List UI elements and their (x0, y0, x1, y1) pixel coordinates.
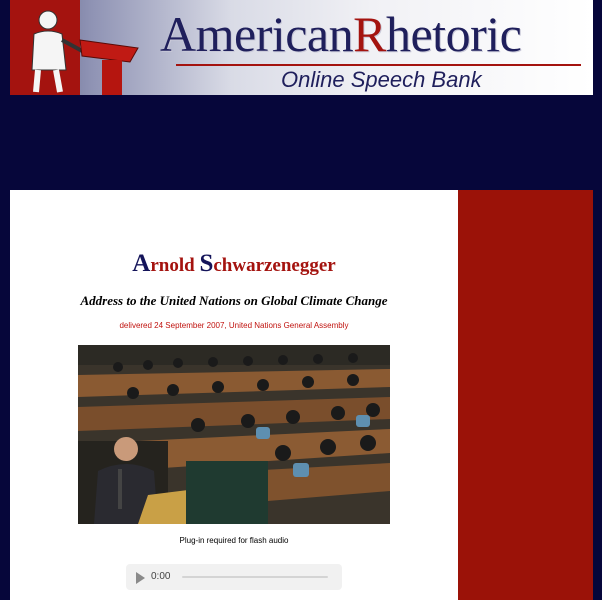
speech-photo (78, 345, 390, 524)
audio-progress-track[interactable] (182, 576, 328, 578)
speech-title: Address to the United Nations on Global Climate Change (80, 293, 388, 308)
site-title (160, 4, 592, 64)
site-title-part1: American (160, 6, 354, 62)
right-sidebar (458, 190, 593, 600)
play-icon[interactable] (136, 572, 145, 584)
plugin-note: Plug-in required for flash audio (179, 536, 289, 545)
site-subtitle: Online Speech Bank (281, 67, 482, 92)
delivery-info: delivered 24 September 2007, United Nations General Assembly (119, 321, 349, 330)
main-content (10, 190, 458, 600)
banner-rule (176, 64, 581, 66)
speaker-name (10, 250, 458, 278)
orator-figure-icon (10, 0, 145, 95)
speaker-first-initial: A (132, 250, 151, 277)
site-title-part3: hetoric (385, 6, 522, 62)
speaker-first-rest: rnold (150, 255, 200, 276)
audio-player[interactable] (126, 564, 342, 590)
speaker-last-rest: chwarzenegger (213, 255, 336, 276)
site-title-r: R (353, 6, 386, 62)
site-banner[interactable] (10, 0, 593, 95)
audio-time: 0:00 (151, 571, 171, 582)
speaker-last-initial: S (199, 250, 214, 277)
